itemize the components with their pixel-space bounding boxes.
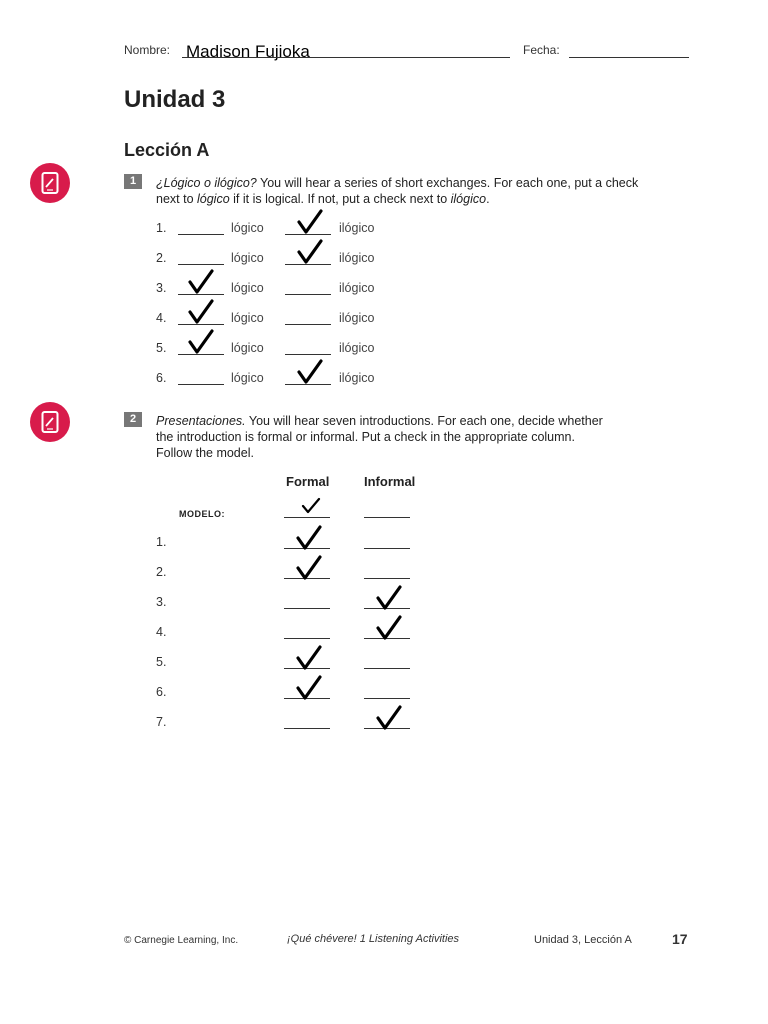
- check-mark-icon: [294, 675, 324, 701]
- check-mark-icon: [186, 329, 216, 355]
- check-mark-icon: [294, 555, 324, 581]
- page-title: Unidad 3: [124, 86, 226, 113]
- activity-1-instructions-line2: next to lógico if it is logical. If not, put a check next to ilógico.: [156, 192, 490, 206]
- item-number: 3.: [156, 595, 167, 609]
- ilogico-blank[interactable]: [285, 294, 331, 295]
- check-mark-icon: [295, 209, 325, 235]
- check-mark-icon: [186, 299, 216, 325]
- check-mark-icon: [295, 359, 325, 385]
- informal-blank[interactable]: [364, 698, 410, 699]
- item-number: 1.: [156, 221, 167, 235]
- ilogico-label: ilógico: [339, 221, 375, 235]
- check-mark-icon: [374, 585, 404, 611]
- column-header-informal: Informal: [364, 474, 416, 489]
- item-number: 6.: [156, 371, 167, 385]
- item-number: 5.: [156, 341, 167, 355]
- informal-blank[interactable]: [364, 548, 410, 549]
- logico-label: lógico: [231, 281, 264, 295]
- logico-blank[interactable]: [178, 234, 224, 235]
- logico-label: lógico: [231, 341, 264, 355]
- ilogico-label: ilógico: [339, 281, 375, 295]
- logico-blank[interactable]: [178, 384, 224, 385]
- model-formal-blank[interactable]: [284, 517, 330, 518]
- item-number: 5.: [156, 655, 167, 669]
- activity-2-instructions-line1: Presentaciones. You will hear seven introductions. For each one, decide whether: [156, 414, 603, 428]
- ilogico-label: ilógico: [339, 251, 375, 265]
- ilogico-label: ilógico: [339, 311, 375, 325]
- footer-section: Unidad 3, Lección A: [534, 934, 632, 946]
- item-number: 3.: [156, 281, 167, 295]
- item-number: 1.: [156, 535, 167, 549]
- check-mark-icon: [294, 525, 324, 551]
- ilogico-label: ilógico: [339, 371, 375, 385]
- check-mark-icon: [300, 497, 322, 515]
- tablet-icon: [30, 163, 70, 203]
- check-mark-icon: [186, 269, 216, 295]
- footer-copyright: © Carnegie Learning, Inc.: [124, 935, 239, 946]
- date-line: [569, 57, 689, 58]
- activity-2-number: 2: [124, 412, 142, 427]
- check-mark-icon: [374, 705, 404, 731]
- activity-2-instructions-line3: Follow the model.: [156, 446, 254, 460]
- informal-blank[interactable]: [364, 668, 410, 669]
- tablet-icon: [30, 402, 70, 442]
- ilogico-blank[interactable]: [285, 354, 331, 355]
- check-mark-icon: [374, 615, 404, 641]
- date-label: Fecha:: [523, 43, 560, 57]
- formal-blank[interactable]: [284, 728, 330, 729]
- check-mark-icon: [294, 645, 324, 671]
- check-mark-icon: [295, 239, 325, 265]
- logico-label: lógico: [231, 311, 264, 325]
- ilogico-blank[interactable]: [285, 324, 331, 325]
- column-header-formal: Formal: [286, 474, 330, 489]
- formal-blank[interactable]: [284, 638, 330, 639]
- activity-2-instructions-line2: the introduction is formal or informal. Put a check in the appropriate column.: [156, 430, 575, 444]
- item-number: 4.: [156, 311, 167, 325]
- footer-book: ¡Qué chévere! 1 Listening Activities: [287, 933, 460, 945]
- logico-label: lógico: [231, 251, 264, 265]
- item-number: 7.: [156, 715, 167, 729]
- logico-blank[interactable]: [178, 264, 224, 265]
- item-number: 2.: [156, 565, 167, 579]
- formal-blank[interactable]: [284, 608, 330, 609]
- model-informal-blank[interactable]: [364, 517, 410, 518]
- ilogico-label: ilógico: [339, 341, 375, 355]
- name-value[interactable]: Madison Fujioka: [186, 42, 310, 61]
- lesson-title: Lección A: [124, 140, 210, 160]
- item-number: 2.: [156, 251, 167, 265]
- page-number: 17: [672, 931, 688, 947]
- item-number: 4.: [156, 625, 167, 639]
- activity-1-number: 1: [124, 174, 142, 189]
- logico-label: lógico: [231, 221, 264, 235]
- model-label: MODELO:: [179, 509, 225, 519]
- name-label: Nombre:: [124, 43, 171, 57]
- activity-1-instructions-line1: ¿Lógico o ilógico? You will hear a series of short exchanges. For each one, put a check: [156, 176, 639, 190]
- item-number: 6.: [156, 685, 167, 699]
- name-line: [182, 57, 510, 58]
- informal-blank[interactable]: [364, 578, 410, 579]
- logico-label: lógico: [231, 371, 264, 385]
